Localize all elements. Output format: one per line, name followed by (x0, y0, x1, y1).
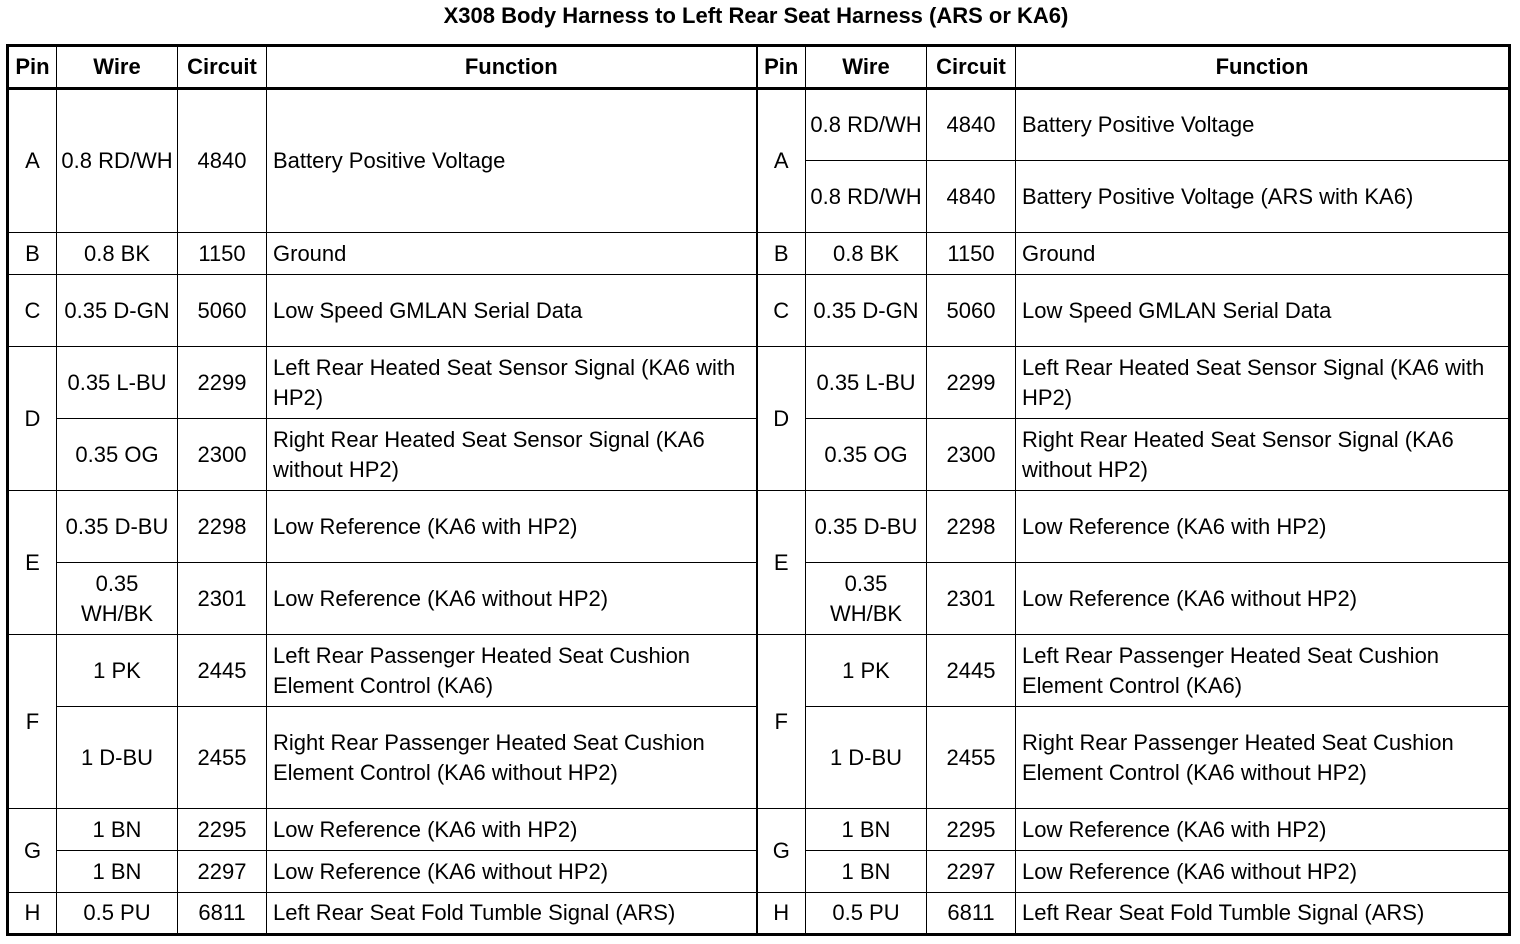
function-cell: Left Rear Heated Seat Sensor Signal (KA6 with HP2) (1016, 347, 1510, 419)
circuit-cell: 4840 (927, 161, 1016, 233)
function-cell: Low Reference (KA6 with HP2) (1016, 491, 1510, 563)
function-cell: Low Reference (KA6 without HP2) (1016, 851, 1510, 893)
wire-cell: 0.35 WH/BK (806, 563, 927, 635)
circuit-cell: 1150 (927, 233, 1016, 275)
circuit-cell: 2295 (178, 809, 267, 851)
wire-cell: 0.5 PU (57, 893, 178, 935)
circuit-cell: 2445 (178, 635, 267, 707)
header-row (8, 46, 1510, 89)
pin-cell: G (757, 809, 806, 893)
connector-table (6, 44, 1511, 936)
wire-cell: 1 D-BU (57, 707, 178, 809)
function-cell: Low Speed GMLAN Serial Data (267, 275, 757, 347)
function-cell: Battery Positive Voltage (267, 89, 757, 233)
pin-cell: D (757, 347, 806, 491)
circuit-cell: 2295 (927, 809, 1016, 851)
table-row (8, 809, 1510, 851)
circuit-cell: 1150 (178, 233, 267, 275)
wire-cell: 0.35 D-BU (57, 491, 178, 563)
wire-cell: 0.35 L-BU (57, 347, 178, 419)
wire-cell: 1 BN (57, 809, 178, 851)
circuit-cell: 2297 (178, 851, 267, 893)
pin-cell: C (757, 275, 806, 347)
table-row (8, 893, 1510, 935)
document-title: X308 Body Harness to Left Rear Seat Harness (ARS or KA6) (443, 3, 1069, 28)
wire-cell: 0.35 D-GN (57, 275, 178, 347)
pin-cell: B (757, 233, 806, 275)
wire-cell: 0.8 BK (806, 233, 927, 275)
circuit-cell: 2298 (178, 491, 267, 563)
wire-cell: 1 BN (806, 851, 927, 893)
wire-cell: 0.8 BK (57, 233, 178, 275)
header-wire: Wire (806, 46, 927, 89)
wire-cell: 0.35 L-BU (806, 347, 927, 419)
table-row (8, 89, 1510, 161)
circuit-cell: 4840 (927, 89, 1016, 161)
wire-cell: 0.8 RD/WH (57, 89, 178, 233)
function-cell: Low Speed GMLAN Serial Data (1016, 275, 1510, 347)
wire-cell: 1 PK (57, 635, 178, 707)
function-cell: Low Reference (KA6 with HP2) (267, 809, 757, 851)
header-wire: Wire (57, 46, 178, 89)
circuit-cell: 4840 (178, 89, 267, 233)
circuit-cell: 2297 (927, 851, 1016, 893)
wire-cell: 1 PK (806, 635, 927, 707)
wire-cell: 0.35 OG (57, 419, 178, 491)
function-cell: Low Reference (KA6 without HP2) (267, 563, 757, 635)
header-circuit: Circuit (927, 46, 1016, 89)
function-cell: Battery Positive Voltage (1016, 89, 1510, 161)
wire-cell: 0.35 D-BU (806, 491, 927, 563)
wire-cell: 0.5 PU (806, 893, 927, 935)
circuit-cell: 2455 (927, 707, 1016, 809)
function-cell: Ground (267, 233, 757, 275)
wire-cell: 1 BN (806, 809, 927, 851)
pin-cell: A (757, 89, 806, 233)
table-row (8, 275, 1510, 347)
function-cell: Right Rear Passenger Heated Seat Cushion Element Control (KA6 without HP2) (1016, 707, 1510, 809)
wire-cell: 0.35 WH/BK (57, 563, 178, 635)
function-cell: Left Rear Seat Fold Tumble Signal (ARS) (267, 893, 757, 935)
pin-cell: D (8, 347, 57, 491)
function-cell: Left Rear Seat Fold Tumble Signal (ARS) (1016, 893, 1510, 935)
function-cell: Left Rear Passenger Heated Seat Cushion Element Control (KA6) (267, 635, 757, 707)
circuit-cell: 5060 (178, 275, 267, 347)
wire-cell: 0.8 RD/WH (806, 161, 927, 233)
table-row (8, 491, 1510, 563)
pin-cell: B (8, 233, 57, 275)
header-circuit: Circuit (178, 46, 267, 89)
circuit-cell: 2301 (178, 563, 267, 635)
header-pin: Pin (757, 46, 806, 89)
function-cell: Left Rear Heated Seat Sensor Signal (KA6 with HP2) (267, 347, 757, 419)
pin-cell: E (757, 491, 806, 635)
circuit-cell: 5060 (927, 275, 1016, 347)
circuit-cell: 2299 (178, 347, 267, 419)
circuit-cell: 2299 (927, 347, 1016, 419)
wire-cell: 0.35 D-GN (806, 275, 927, 347)
pin-cell: H (8, 893, 57, 935)
circuit-cell: 2455 (178, 707, 267, 809)
header-function: Function (267, 46, 757, 89)
function-cell: Right Rear Passenger Heated Seat Cushion Element Control (KA6 without HP2) (267, 707, 757, 809)
circuit-cell: 2300 (927, 419, 1016, 491)
pin-cell: A (8, 89, 57, 233)
pin-cell: G (8, 809, 57, 893)
function-cell: Right Rear Heated Seat Sensor Signal (KA6 without HP2) (1016, 419, 1510, 491)
wire-cell: 0.35 OG (806, 419, 927, 491)
function-cell: Battery Positive Voltage (ARS with KA6) (1016, 161, 1510, 233)
table-row (8, 233, 1510, 275)
pin-cell: H (757, 893, 806, 935)
function-cell: Ground (1016, 233, 1510, 275)
header-function: Function (1016, 46, 1510, 89)
circuit-cell: 6811 (927, 893, 1016, 935)
circuit-cell: 2445 (927, 635, 1016, 707)
function-cell: Low Reference (KA6 without HP2) (267, 851, 757, 893)
pin-cell: C (8, 275, 57, 347)
wire-cell: 0.8 RD/WH (806, 89, 927, 161)
function-cell: Right Rear Heated Seat Sensor Signal (KA6 without HP2) (267, 419, 757, 491)
pin-cell: F (757, 635, 806, 809)
function-cell: Low Reference (KA6 with HP2) (1016, 809, 1510, 851)
function-cell: Low Reference (KA6 without HP2) (1016, 563, 1510, 635)
header-pin: Pin (8, 46, 57, 89)
pin-cell: F (8, 635, 57, 809)
function-cell: Low Reference (KA6 with HP2) (267, 491, 757, 563)
wire-cell: 1 BN (57, 851, 178, 893)
circuit-cell: 2298 (927, 491, 1016, 563)
pin-cell: E (8, 491, 57, 635)
circuit-cell: 2300 (178, 419, 267, 491)
wire-cell: 1 D-BU (806, 707, 927, 809)
circuit-cell: 2301 (927, 563, 1016, 635)
table-row (8, 347, 1510, 419)
function-cell: Left Rear Passenger Heated Seat Cushion Element Control (KA6) (1016, 635, 1510, 707)
circuit-cell: 6811 (178, 893, 267, 935)
table-row (8, 635, 1510, 707)
